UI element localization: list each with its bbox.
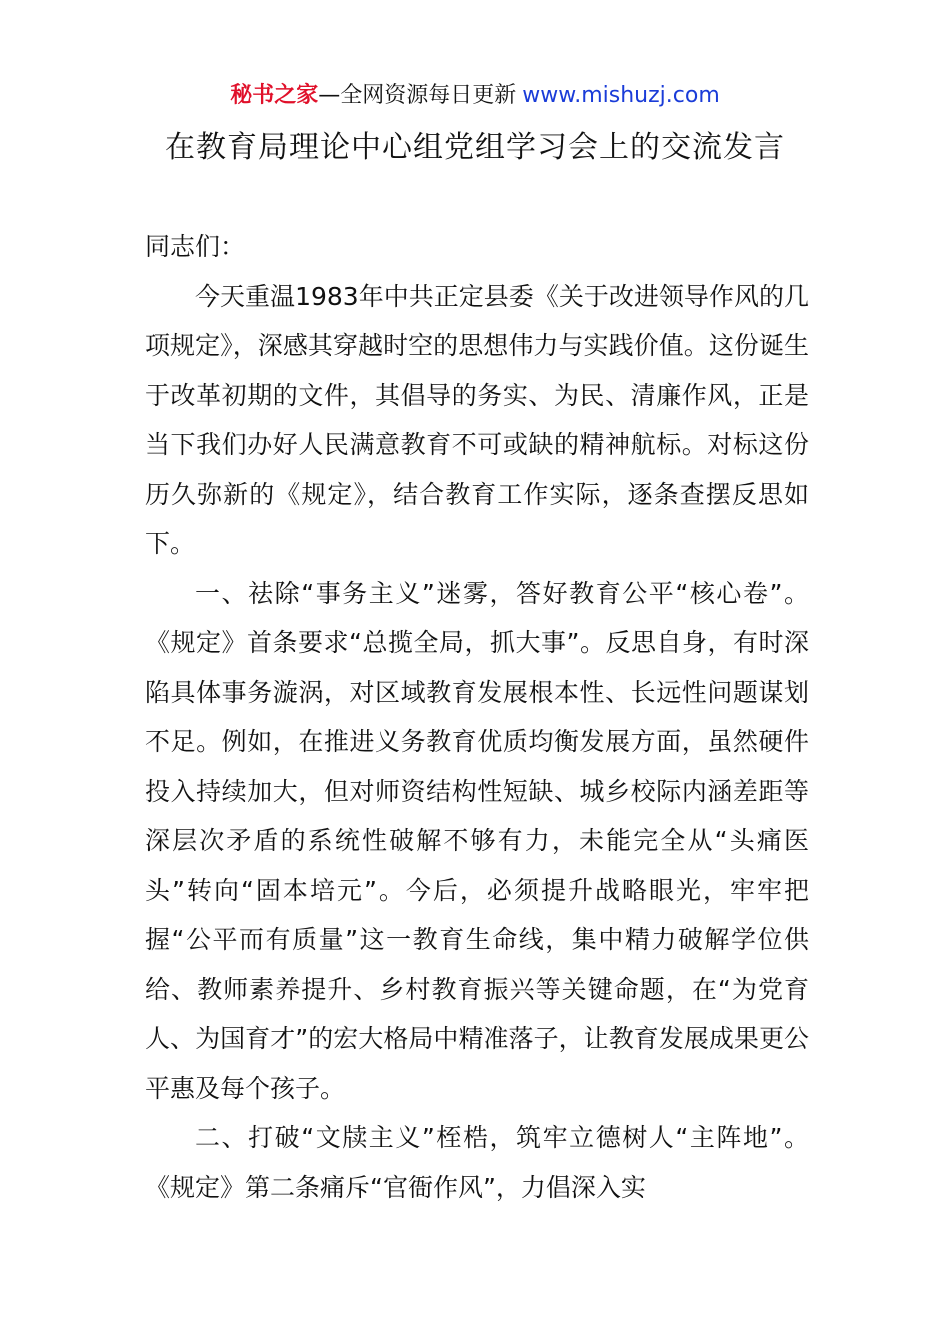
document-title: 在教育局理论中心组党组学习会上的交流发言 [165,130,785,165]
paragraph-section-one: 一、祛除“事务主义”迷雾，答好教育公平“核心卷”。《规定》首条要求“总揽全局，抓大事”。反思自身，有时深陷具体事务漩涡，对区域教育发展根本性、长远性问题谋划不足。例如，在推进义务教育优质均衡发展方面，虽然硬件投入持续加大，但对师资结构性短缺、城乡校际内涵差距等深层次矛盾的系统性破解不够有力，未能完全从“头痛医头”转向“固本培元”。今后，必须提升战略眼光，牢牢把握“公平而有质量”这一教育生命线，集中精力破解学位供给、教师素养提升、乡村教育振兴等关键命题，在“为党育人、为国育才”的宏大格局中精准落子，让教育发展成果更公平惠及每个孩子。 [145,578,809,1103]
header-separator: — [318,83,341,108]
paragraph-section-two: 二、打破“文牍主义”桎梏，筑牢立德树人“主阵地”。《规定》第二条痛斥“官衙作风”，力倡深入实 [145,1123,809,1202]
site-url-link[interactable]: www.mishuzj.com [522,83,720,108]
salutation: 同志们： [145,232,246,261]
site-header [0,80,950,112]
site-tagline: 全网资源每日更新 [340,83,517,108]
site-name: 秘书之家 [230,83,319,108]
document-body [145,222,809,1212]
paragraph-intro: 今天重温1983年中共正定县委《关于改进领导作风的几项规定》，深感其穿越时空的思想伟力与实践价值。这份诞生于改革初期的文件，其倡导的务实、为民、清廉作风，正是当下我们办好人民满意教育不可或缺的精神航标。对标这份历久弥新的《规定》，结合教育工作实际，逐条查摆反思如下。 [145,281,809,558]
